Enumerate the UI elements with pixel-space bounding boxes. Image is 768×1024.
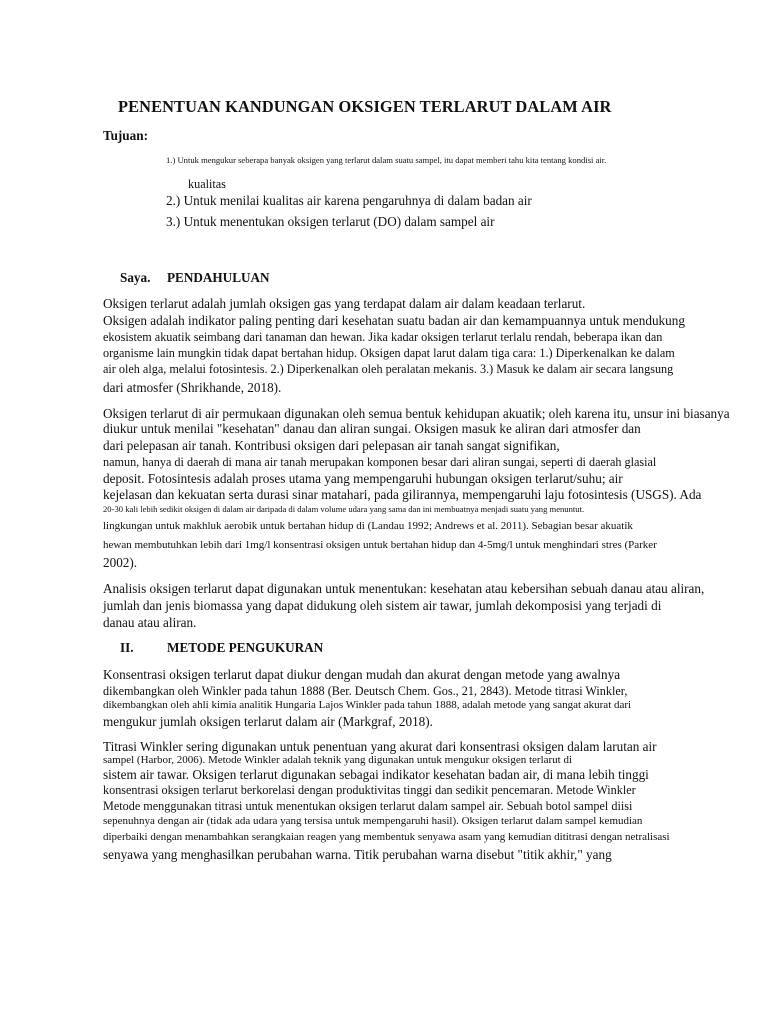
paragraph-line: danau atau aliran. — [103, 615, 197, 630]
paragraph-line: Titrasi Winkler sering digunakan untuk penentuan yang akurat dari konsentrasi oksigen dalam larutan air — [103, 739, 657, 754]
paragraph-line: namun, hanya di daerah di mana air tanah merupakan komponen besar dari aliran sungai, seperti di daerah glasial — [103, 455, 657, 469]
document-title: PENENTUAN KANDUNGAN OKSIGEN TERLARUT DALAM AIR — [118, 97, 612, 116]
paragraph-line: 20-30 kali lebih sedikit oksigen di dalam air daripada di dalam volume udara yang sama dan ini membuatnya menjadi suatu yang menuntut. — [103, 504, 585, 514]
paragraph-line: dikembangkan oleh Winkler pada tahun 1888 (Ber. Deutsch Chem. Gos., 21, 2843). Metode titrasi Winkler, — [103, 684, 628, 698]
paragraph-line: deposit. Fotosintesis adalah proses utama yang mempengaruhi hubungan oksigen terlarut/suhu; air — [103, 471, 623, 486]
section-number-2: II. — [120, 640, 134, 655]
section-number-1: Saya. — [120, 270, 151, 285]
paragraph-line: dari pelepasan air tanah. Kontribusi oksigen dari pelepasan air tanah sangat signifikan, — [103, 438, 560, 453]
paragraph-line: jumlah dan jenis biomassa yang dapat didukung oleh sistem air tawar, jumlah dekomposisi yang terjadi di — [103, 598, 662, 613]
paragraph-line: diukur untuk menilai "kesehatan" danau dan aliran sungai. Oksigen masuk ke aliran dari atmosfer dan — [103, 421, 641, 436]
paragraph-line: kejelasan dan kekuatan serta durasi sinar matahari, pada gilirannya, mempengaruhi laju fotosintesis (USGS). Ada — [103, 487, 702, 502]
paragraph-line: lingkungan untuk makhluk aerobik untuk bertahan hidup di (Landau 1992; Andrews et al. 2011). Sebagian besar akuatik — [103, 520, 633, 532]
section-heading-metode-pengukuran: METODE PENGUKURAN — [167, 640, 324, 655]
paragraph-line: Oksigen adalah indikator paling penting dari kesehatan suatu badan air dan kemampuannya untuk mendukung — [103, 313, 685, 328]
paragraph-line: sistem air tawar. Oksigen terlarut digunakan sebagai indikator kesehatan badan air, di mana lebih tinggi — [103, 767, 649, 782]
paragraph-line: mengukur jumlah oksigen terlarut dalam air (Markgraf, 2018). — [103, 714, 433, 729]
paragraph-line: Metode menggunakan titrasi untuk menentukan oksigen terlarut dalam sampel air. Sebuah botol sampel diisi — [103, 799, 633, 813]
tujuan-item-2: 2.) Untuk menilai kualitas air karena pengaruhnya di dalam badan air — [166, 193, 532, 208]
paragraph-line: Konsentrasi oksigen terlarut dapat diukur dengan mudah dan akurat dengan metode yang awalnya — [103, 667, 621, 682]
paragraph-line: konsentrasi oksigen terlarut berkorelasi dengan produktivitas tinggi dan sedikit pencemaran. Metode Winkler — [103, 783, 636, 797]
paragraph-line: Oksigen terlarut di air permukaan digunakan oleh semua bentuk kehidupan akuatik; oleh karena itu, unsur ini biasanya — [103, 406, 730, 421]
paragraph-line: organisme lain mungkin tidak dapat bertahan hidup. Oksigen dapat larut dalam tiga cara: 1.) Diperkenalkan ke dalam — [103, 346, 675, 360]
paragraph-line: ekosistem akuatik seimbang dari tanaman dan hewan. Jika kadar oksigen terlarut terlalu rendah, beberapa ikan dan — [103, 330, 663, 344]
paragraph-line: dikembangkan oleh ahli kimia analitik Hungaria Lajos Winkler pada tahun 1888, adalah metode yang sangat akurat dari — [103, 699, 632, 711]
paragraph-line: dari atmosfer (Shrikhande, 2018). — [103, 380, 282, 395]
paragraph-line: Oksigen terlarut adalah jumlah oksigen gas yang terdapat dalam air dalam keadaan terlarut. — [103, 296, 586, 311]
tujuan-item-3: 3.) Untuk menentukan oksigen terlarut (DO) dalam sampel air — [166, 214, 495, 229]
tujuan-item-1: 1.) Untuk mengukur seberapa banyak oksigen yang terlarut dalam suatu sampel, itu dapat memberi tahu kita tentang kondisi air. — [166, 155, 607, 165]
section-heading-pendahuluan: PENDAHULUAN — [167, 270, 270, 285]
paragraph-line: sampel (Harbor, 2006). Metode Winkler adalah teknik yang digunakan untuk mengukur oksigen terlarut di — [103, 754, 573, 766]
paragraph-line: air oleh alga, melalui fotosintesis. 2.) Diperkenalkan oleh peralatan mekanis. 3.) Masuk ke dalam air secara langsung — [103, 362, 674, 376]
tujuan-label: Tujuan: — [103, 128, 148, 143]
paragraph-line: 2002). — [103, 555, 138, 570]
paragraph-line: sepenuhnya dengan air (tidak ada udara yang tersisa untuk mempengaruhi hasil). Oksigen terlarut dalam sampel kemudian — [103, 815, 643, 827]
tujuan-item-1-continued: kualitas — [188, 177, 226, 191]
paragraph-line: hewan membutuhkan lebih dari 1mg/l konsentrasi oksigen untuk bertahan hidup dan 4-5mg/l untuk menghindari stres (Parker — [103, 539, 657, 551]
paragraph-line: senyawa yang menghasilkan perubahan warna. Titik perubahan warna disebut "titik akhir," yang — [103, 847, 612, 862]
paragraph-line: Analisis oksigen terlarut dapat digunakan untuk menentukan: kesehatan atau kebersihan sebuah danau atau aliran, — [103, 581, 705, 596]
paragraph-line: diperbaiki dengan menambahkan serangkaian reagen yang membentuk senyawa asam yang kemudian dititrasi dengan netralisasi — [103, 831, 670, 843]
